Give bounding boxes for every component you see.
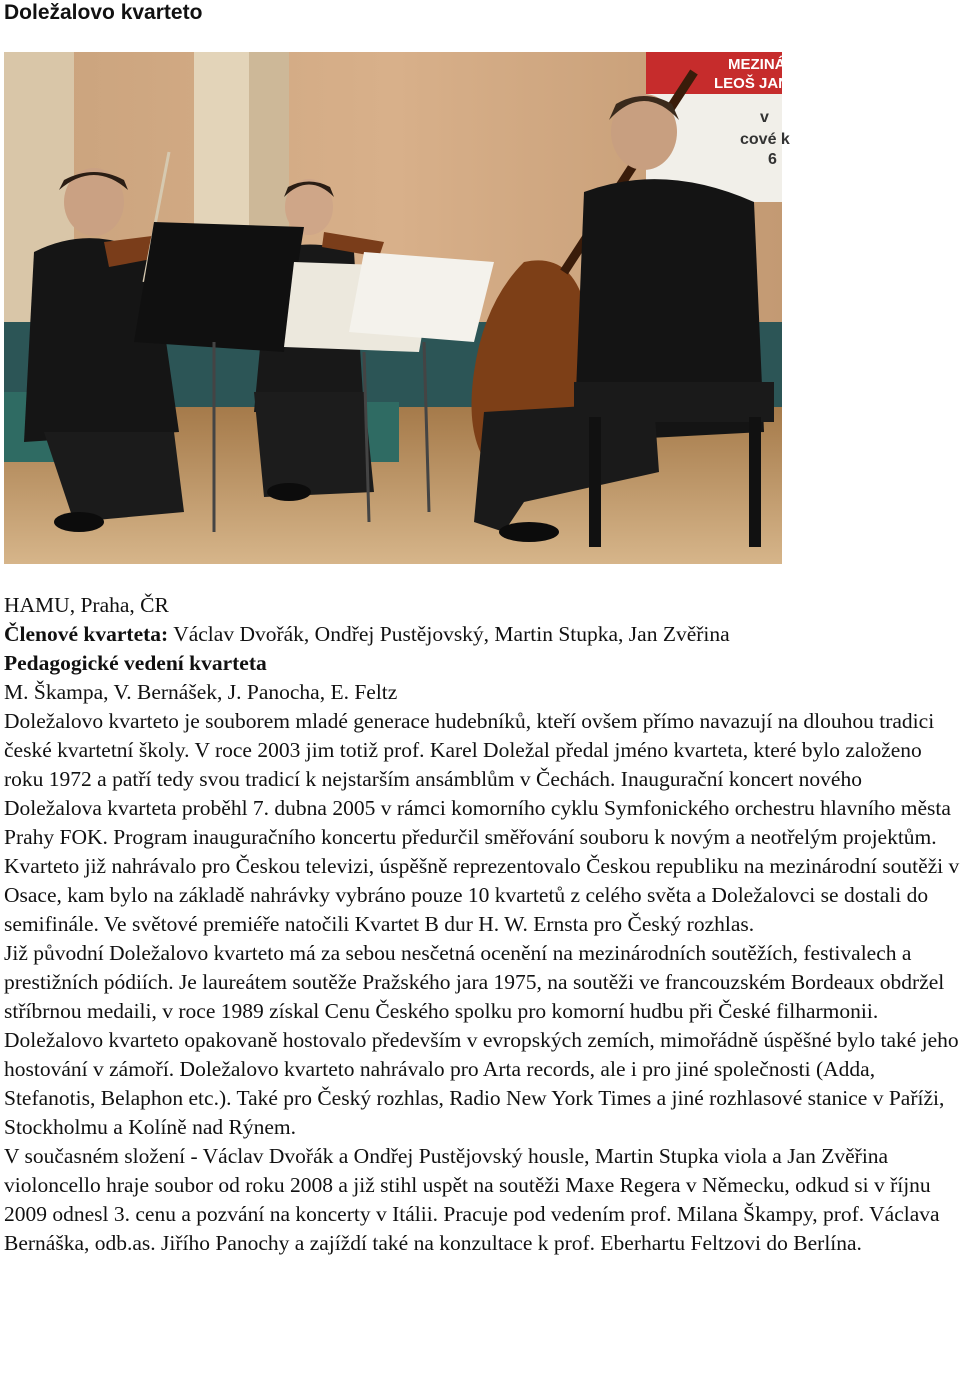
- location-line: HAMU, Praha, ČR: [4, 593, 169, 617]
- banner-line-4: cové k: [740, 131, 790, 148]
- banner-line-1: MEZINÁ: [728, 56, 786, 73]
- paragraph-2: Již původní Doležalovo kvarteto má za sebou nesčetná ocenění na mezinárodních soutěžích, festivalech a prestižních pódiích. Je laureátem soutěže Pražského jara 1975, na soutěži ve francouzském Bordeaux obdržel stříbrnou medaili, v roce 1989 získal Cenu Českého spolku pro komorní hudbu při České filharmonii. Doležalovo kvarteto opakovaně hostovalo především v evropských zemích, mimořádně úspěšné bylo také jeho hostování v zámoří. Doležalovo kvarteto nahrávalo pro Arta records, ale i pro jiné společnosti (Adda, Stefanotis, Belaphon etc.). Také pro Český rozhlas, Radio New York Times a jiné rozhlasové stanice v Paříži, Stockholmu a Kolíně nad Rýnem.: [4, 941, 959, 1139]
- page-title: Doležalovo kvarteto: [4, 1, 203, 24]
- pedagogy-label: Pedagogické vedení kvarteta: [4, 651, 267, 675]
- members-value: Václav Dvořák, Ondřej Pustějovský, Martin Stupka, Jan Zvěřina: [168, 622, 730, 646]
- paragraph-1: Doležalovo kvarteto je souborem mladé generace hudebníků, kteří ovšem přímo navazují na dlouhou tradici české kvartetní školy. V roce 2003 jim totiž prof. Karel Doležal předal jméno kvarteta, které bylo založeno roku 1972 a patří tedy svou tradicí k nejstarším ansámblům v Čechách. Inaugurační koncert nového Doležalova kvarteta proběhl 7. dubna 2005 v rámci komorního cyklu Symfonického orchestru hlavního města Prahy FOK. Program inauguračního koncertu předurčil směřování souboru k novým a neotřelým projektům. Kvarteto již nahrávalo pro Českou televizi, úspěšně reprezentovalo Českou republiku na mezinárodní soutěži v Osace, kam bylo na základě nahrávky vybráno pouze 10 kvartetů z celého světa a Doležalovci se dostali do semifinále. Ve světové premiéře natočili Kvartet B dur H. W. Ernsta pro Český rozhlas.: [4, 709, 960, 936]
- members-label: Členové kvarteta:: [4, 622, 169, 646]
- banner-line-2: LEOŠ JANÁČ: [714, 75, 811, 92]
- banner-line-3: v: [760, 109, 769, 126]
- members-line: [4, 620, 960, 649]
- paragraph-3: V současném složení - Václav Dvořák a Ondřej Pustějovský housle, Martin Stupka viola a Jan Zvěřina violoncello hraje soubor od roku 2008 a již stihl uspět na soutěži Maxe Regera v Německu, odkud si v říjnu 2009 odnesl 3. cenu a pozvání na koncerty v Itálii. Pracuje pod vedením prof. Milana Škampy, prof. Václava Bernáška, odb.as. Jiřího Panochy a zajíždí také na konzultace k prof. Eberhartu Feltzovi do Berlína.: [4, 1144, 940, 1255]
- pedagogy-value: M. Škampa, V. Bernášek, J. Panocha, E. Feltz: [4, 680, 398, 704]
- quartet-photo: [4, 52, 811, 564]
- banner-line-5: 6: [768, 151, 777, 168]
- article-body: [4, 591, 960, 1258]
